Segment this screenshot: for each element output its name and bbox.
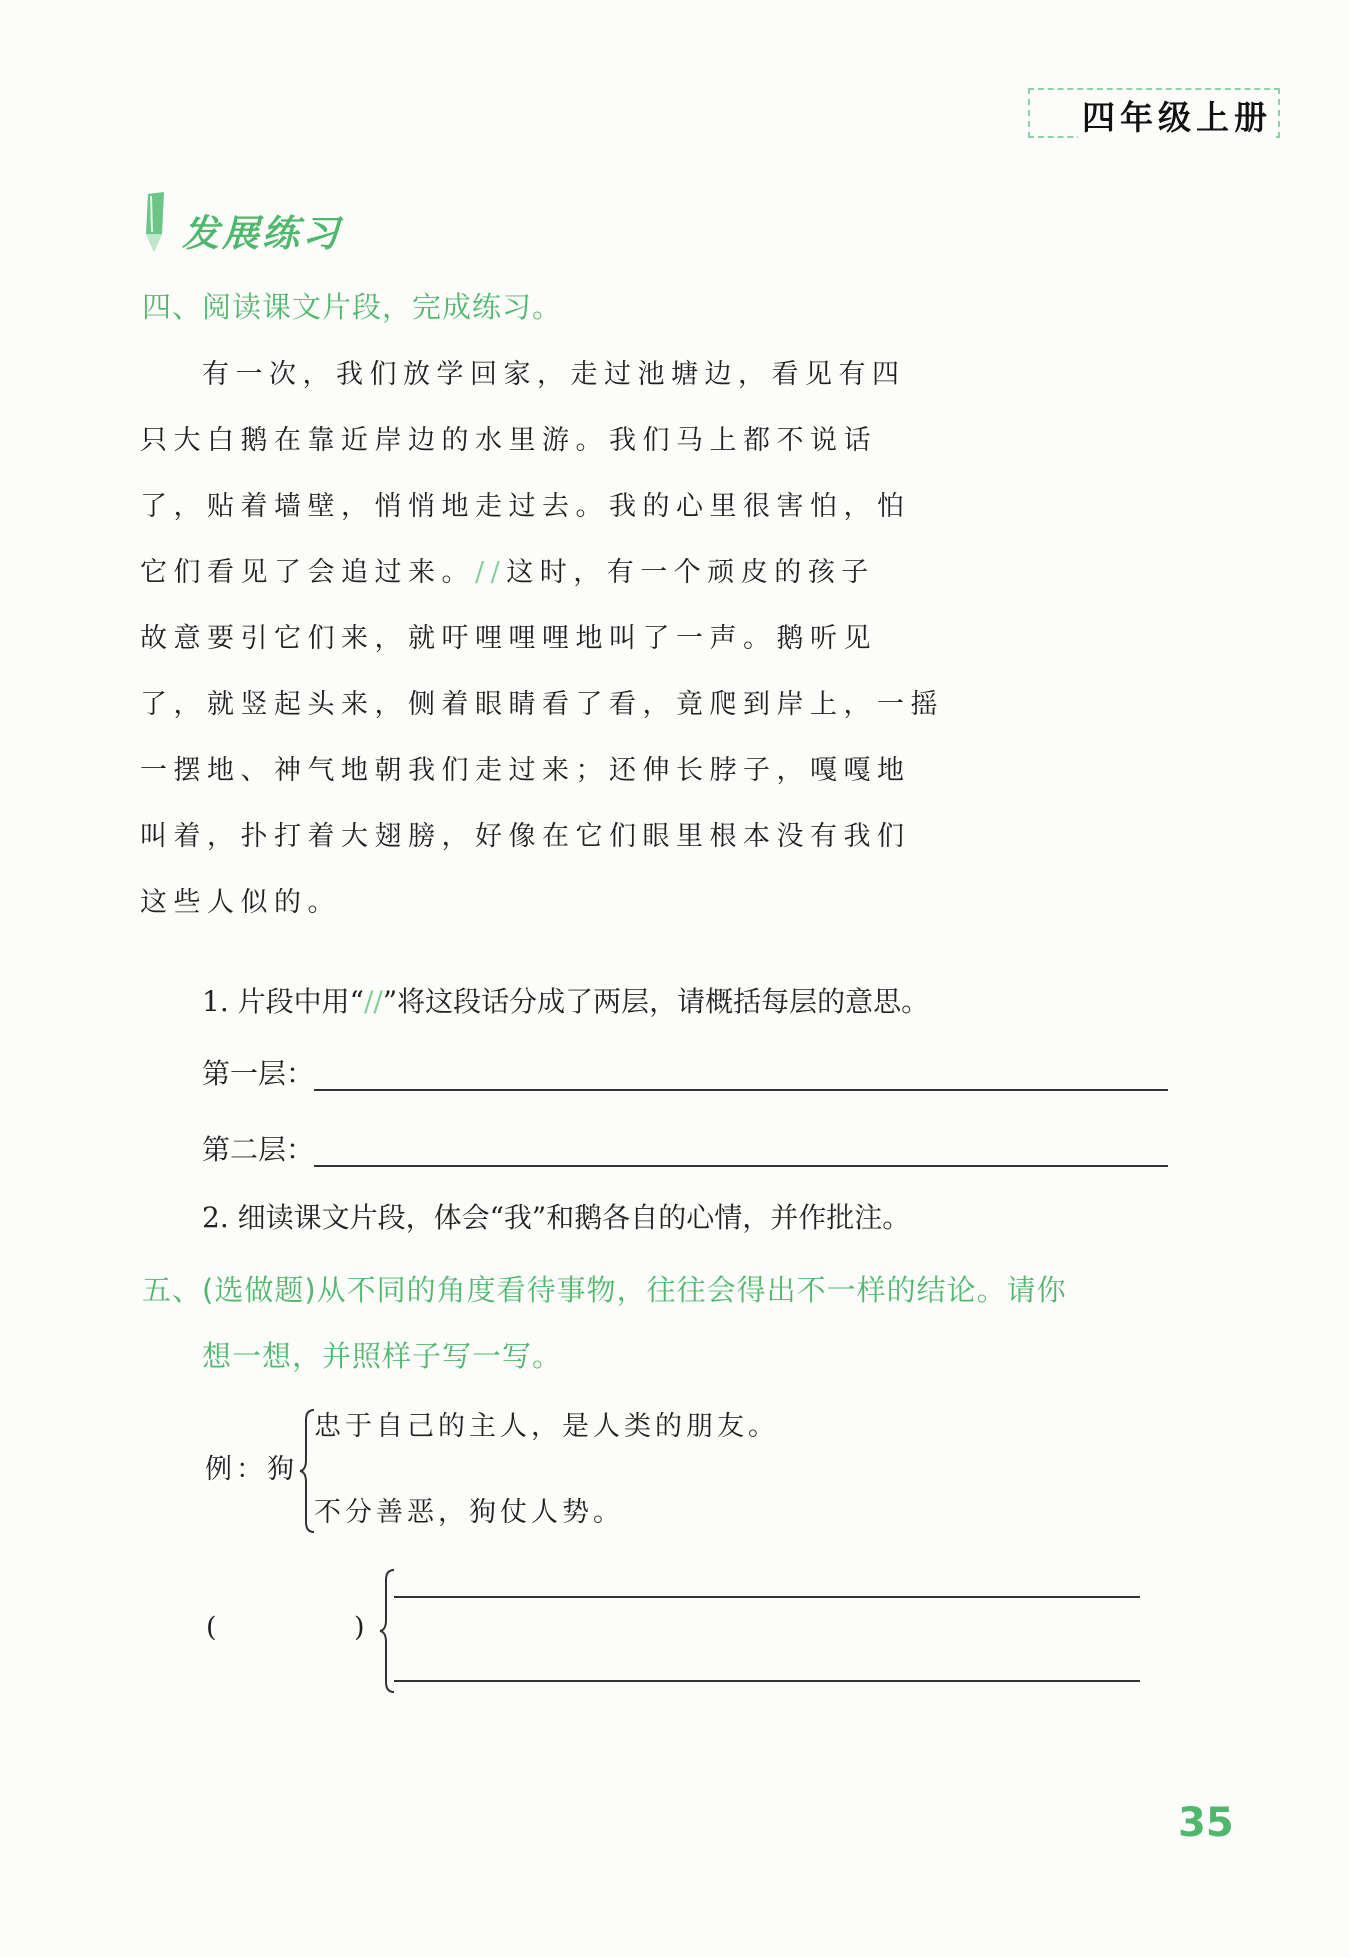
view-2-answer-line[interactable]: [394, 1680, 1140, 1682]
question-5-heading-line-1: 五、(选做题)从不同的角度看待事物，往往会得出不一样的结论。请你: [142, 1273, 1067, 1307]
passage-line: 叫着，扑打着大翅膀，好像在它们眼里根本没有我们: [140, 821, 911, 852]
passage-line-with-divider: [140, 540, 875, 606]
example-label: 例：狗: [205, 1454, 298, 1485]
layer-1-label: 第一层：: [202, 1057, 315, 1090]
passage-line: 这些人似的。: [140, 887, 341, 918]
grade-label: 四年级上册: [1078, 92, 1276, 139]
grade-badge: [1028, 88, 1280, 138]
page-number: 35: [1178, 1800, 1234, 1846]
passage-line-part: 它们看见了会追过来。: [140, 557, 475, 588]
example-negative-view: 不分善恶，狗仗人势。: [314, 1497, 624, 1528]
question-5-heading-line-2: 想一想，并照样子写一写。: [202, 1339, 563, 1373]
passage-line-part: 这时，有一个顽皮的孩子: [506, 557, 875, 588]
pencil-icon: [140, 190, 170, 258]
divider-mark-reference: //: [363, 985, 383, 1018]
blank-open-paren: (: [206, 1612, 221, 1643]
task-1-text: ”将这段话分成了两层，请概括每层的意思。: [382, 985, 930, 1018]
task-1-text: 1. 片段中用“: [202, 985, 364, 1018]
task-2: 2. 细读课文片段，体会“我”和鹅各自的心情，并作批注。: [202, 1201, 911, 1234]
passage-line: 了，就竖起头来，侧着眼睛看了看，竟爬到岸上，一摇: [140, 689, 944, 720]
layer-divider-mark: //: [475, 557, 507, 588]
passage-line: 故意要引它们来，就吁哩哩哩地叫了一声。鹅听见: [140, 623, 877, 654]
layer-1-answer-line[interactable]: [314, 1089, 1168, 1091]
section-title: 发展练习: [182, 212, 342, 255]
example-positive-view: 忠于自己的主人，是人类的朋友。: [314, 1411, 779, 1442]
blank-close-paren: ): [354, 1612, 369, 1643]
layer-2-label: 第二层：: [202, 1133, 315, 1166]
reading-passage: [140, 342, 944, 936]
view-1-answer-line[interactable]: [394, 1596, 1140, 1598]
passage-line: 有一次，我们放学回家，走过池塘边，看见有四: [202, 359, 906, 390]
passage-line: 一摆地、神气地朝我们走过来；还伸长脖子，嘎嘎地: [140, 755, 911, 786]
question-4-heading: 四、阅读课文片段，完成练习。: [142, 290, 563, 324]
passage-line: 只大白鹅在靠近岸边的水里游。我们马上都不说话: [140, 425, 877, 456]
task-1: [202, 980, 929, 1020]
layer-2-answer-line[interactable]: [314, 1165, 1168, 1167]
answer-brace: [376, 1568, 400, 1694]
passage-line: 了，贴着墙壁，悄悄地走过去。我的心里很害怕，怕: [140, 491, 911, 522]
